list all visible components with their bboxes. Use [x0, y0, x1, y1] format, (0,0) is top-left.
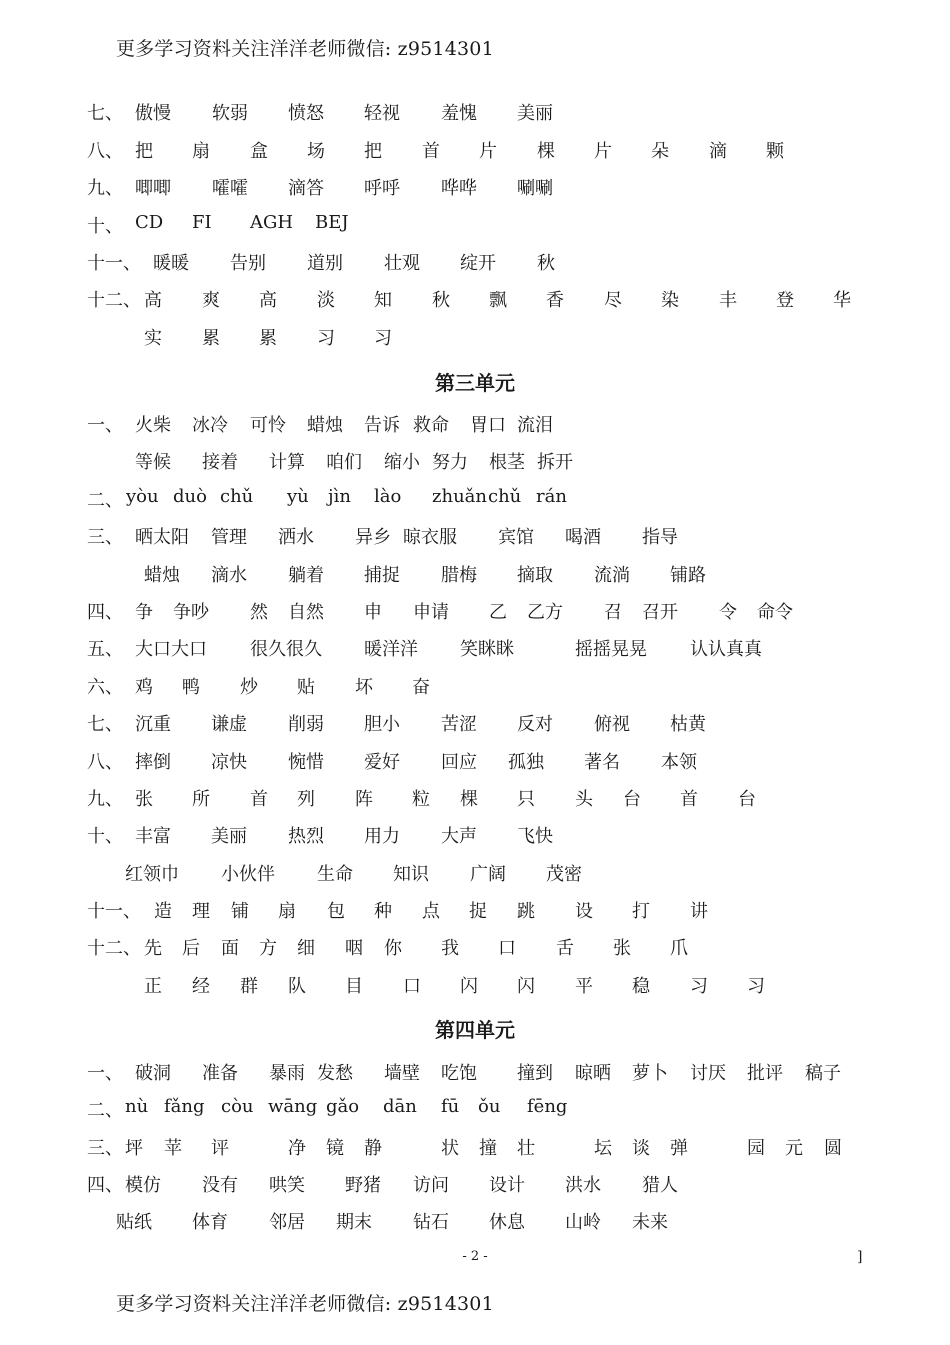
item-number: 七、 [87, 714, 123, 735]
answer-word: 告别 [230, 253, 266, 274]
answer-word: còu [221, 1096, 254, 1117]
answer-word: 呼呼 [364, 178, 400, 199]
answer-word: 累 [259, 328, 277, 349]
answer-word: 愤怒 [288, 103, 324, 124]
answer-word: 著名 [584, 752, 620, 773]
answer-word: 努力 [432, 452, 468, 473]
answer-word: 回应 [441, 752, 477, 773]
answer-word: 召 [604, 602, 622, 623]
answer-word: 哗哗 [441, 178, 477, 199]
answer-word: 鸡 [135, 677, 153, 698]
answer-word: 闪 [517, 976, 535, 997]
answer-word: 只 [517, 789, 535, 810]
answer-word: 申 [364, 602, 382, 623]
item-number: 三、 [87, 527, 123, 548]
answer-word: 高 [144, 290, 162, 311]
answer-word: wāng [268, 1096, 318, 1117]
answer-word: 小伙伴 [221, 864, 275, 885]
answer-word: yù [287, 486, 309, 507]
answer-word: 口 [498, 938, 516, 959]
item-number: 九、 [87, 789, 123, 810]
answer-word: 访问 [413, 1175, 449, 1196]
answer-word: 咽 [345, 938, 363, 959]
answer-word: 躺着 [288, 565, 324, 586]
answer-word: 讨厌 [690, 1063, 726, 1084]
answer-word: 大口大口 [135, 639, 207, 660]
answer-word: 我 [441, 938, 459, 959]
answer-word: 壮 [517, 1138, 535, 1159]
answer-word: 讲 [690, 901, 708, 922]
corner-mark: ] [857, 1249, 863, 1265]
answer-word: 枯黄 [670, 714, 706, 735]
answer-word: 钻石 [413, 1212, 449, 1233]
answer-word: 召开 [642, 602, 678, 623]
answer-word: 唰唰 [517, 178, 553, 199]
answer-word: chǔ [220, 486, 254, 507]
answer-word: 暖洋洋 [364, 639, 418, 660]
item-number: 二、 [87, 490, 123, 511]
answer-word: 火柴 [135, 415, 171, 436]
answer-word: 计算 [269, 452, 305, 473]
answer-word: 暖暖 [153, 253, 189, 274]
answer-word: nù [125, 1096, 149, 1117]
answer-word: 洪水 [565, 1175, 601, 1196]
answer-word: 跳 [517, 901, 535, 922]
answer-word: 目 [345, 976, 363, 997]
answer-word: 累 [202, 328, 220, 349]
answer-word: 队 [288, 976, 306, 997]
answer-word: 所 [192, 789, 210, 810]
answer-word: fēng [527, 1096, 568, 1117]
answer-word: 铺路 [670, 565, 706, 586]
answer-word: 正 [144, 976, 162, 997]
answer-word: FI [192, 212, 212, 233]
answer-word: 棵 [460, 789, 478, 810]
answer-word: 滴 [709, 141, 727, 162]
answer-word: 腊梅 [441, 565, 477, 586]
answer-word: 流泪 [517, 415, 553, 436]
answer-word: 阵 [355, 789, 373, 810]
item-number: 二、 [87, 1100, 123, 1121]
answer-word: 指导 [642, 527, 678, 548]
answer-word: 根茎 [489, 452, 525, 473]
answer-word: 咱们 [326, 452, 362, 473]
answer-word: 淡 [317, 290, 335, 311]
answer-word: 流淌 [594, 565, 630, 586]
answer-word: 炒 [240, 677, 258, 698]
item-number: 一、 [87, 415, 123, 436]
answer-word: 舌 [556, 938, 574, 959]
answer-word: 造 [154, 901, 172, 922]
answer-word: 蜡烛 [307, 415, 343, 436]
answer-word: 准备 [202, 1063, 238, 1084]
answer-word: 管理 [211, 527, 247, 548]
answer-word: 贴纸 [116, 1212, 152, 1233]
answer-word: 方 [259, 938, 277, 959]
item-number: 十一、 [87, 901, 141, 922]
answer-word: 台 [738, 789, 756, 810]
answer-word: 经 [192, 976, 210, 997]
answer-word: 静 [364, 1138, 382, 1159]
item-number: 十、 [87, 216, 123, 237]
answer-word: 争 [135, 602, 153, 623]
item-number: 十二、 [87, 290, 141, 311]
answer-word: 习 [317, 328, 335, 349]
answer-word: 救命 [413, 415, 449, 436]
answer-word: 口 [403, 976, 421, 997]
answer-word: 首 [422, 141, 440, 162]
answer-word: 扇 [192, 141, 210, 162]
answer-word: 削弱 [288, 714, 324, 735]
answer-word: 头 [575, 789, 593, 810]
section-title-unit-3: 第三单元 [435, 371, 515, 395]
answer-word: ǒu [478, 1096, 501, 1117]
answer-word: 嚯嚯 [212, 178, 248, 199]
answer-word: 美丽 [517, 103, 553, 124]
answer-word: 冰冷 [192, 415, 228, 436]
answer-word: 秋 [432, 290, 450, 311]
answer-word: 弹 [670, 1138, 688, 1159]
answer-word: 很久很久 [250, 639, 322, 660]
answer-word: 包 [327, 901, 345, 922]
answer-word: 鸭 [182, 677, 200, 698]
answer-word: 接着 [202, 452, 238, 473]
answer-word: duò [173, 486, 207, 507]
answer-word: 摔倒 [135, 752, 171, 773]
answer-word: 唧唧 [135, 178, 171, 199]
answer-word: 香 [546, 290, 564, 311]
answer-word: 尽 [604, 290, 622, 311]
answer-word: 后 [182, 938, 200, 959]
answer-word: 状 [441, 1138, 459, 1159]
answer-word: 猎人 [642, 1175, 678, 1196]
answer-word: 平 [575, 976, 593, 997]
answer-word: 异乡 [355, 527, 391, 548]
answer-word: 种 [374, 901, 392, 922]
answer-word: 墙壁 [384, 1063, 420, 1084]
answer-word: 可怜 [250, 415, 286, 436]
answer-word: 高 [259, 290, 277, 311]
answer-word: 圆 [824, 1138, 842, 1159]
answer-word: 红领巾 [125, 864, 179, 885]
answer-word: 染 [661, 290, 679, 311]
answer-word: 暴雨 [269, 1063, 305, 1084]
answer-word: 棵 [537, 141, 555, 162]
answer-word: 批评 [747, 1063, 783, 1084]
item-number: 八、 [87, 141, 123, 162]
item-number: 六、 [87, 677, 123, 698]
answer-word: 撞 [479, 1138, 497, 1159]
answer-word: 令 [719, 602, 737, 623]
answer-word: 习 [374, 328, 392, 349]
answer-word: 片 [479, 141, 497, 162]
answer-word: 坛 [594, 1138, 612, 1159]
answer-word: dān [383, 1096, 417, 1117]
answer-word: 惋惜 [288, 752, 324, 773]
answer-word: 休息 [489, 1212, 525, 1233]
item-number: 三、 [87, 1138, 123, 1159]
answer-word: 申请 [413, 602, 449, 623]
answer-word: 孤独 [508, 752, 544, 773]
answer-word: 爽 [202, 290, 220, 311]
answer-word: 广阔 [470, 864, 506, 885]
answer-word: fǎng [164, 1096, 205, 1117]
item-number: 五、 [87, 639, 123, 660]
answer-word: fū [441, 1096, 460, 1117]
answer-word: 扇 [278, 901, 296, 922]
answer-word: 乙方 [527, 602, 563, 623]
answer-word: 知识 [393, 864, 429, 885]
answer-word: 哄笑 [269, 1175, 305, 1196]
answer-word: 滴答 [288, 178, 324, 199]
item-number: 十一、 [87, 253, 141, 274]
answer-word: yòu [126, 486, 159, 507]
answer-word: 细 [297, 938, 315, 959]
answer-word: 列 [297, 789, 315, 810]
answer-word: 胆小 [364, 714, 400, 735]
answer-word: 面 [221, 938, 239, 959]
footer-note: 更多学习资料关注洋洋老师微信: z9514301 [116, 1293, 494, 1315]
answer-word: 滴水 [211, 565, 247, 586]
answer-word: 点 [422, 901, 440, 922]
answer-word: 朵 [651, 141, 669, 162]
answer-word: 沉重 [135, 714, 171, 735]
answer-word: 道别 [307, 253, 343, 274]
answer-word: 争吵 [173, 602, 209, 623]
answer-word: 捉 [469, 901, 487, 922]
answer-word: 摘取 [517, 565, 553, 586]
answer-word: chǔ [488, 486, 522, 507]
answer-word: 粒 [412, 789, 430, 810]
answer-word: 然 [250, 602, 268, 623]
answer-word: 绽开 [460, 253, 496, 274]
answer-word: 野猪 [345, 1175, 381, 1196]
answer-word: 吃饱 [441, 1063, 477, 1084]
answer-word: 设计 [489, 1175, 525, 1196]
answer-word: 命令 [757, 602, 793, 623]
answer-word: 用力 [364, 826, 400, 847]
answer-word: 习 [690, 976, 708, 997]
answer-word: 稿子 [805, 1063, 841, 1084]
header-note: 更多学习资料关注洋洋老师微信: z9514301 [116, 38, 494, 60]
answer-word: 飞快 [517, 826, 553, 847]
item-number: 十二、 [87, 938, 141, 959]
item-number: 四、 [87, 1175, 123, 1196]
answer-word: 秋 [537, 253, 555, 274]
answer-word: 飘 [489, 290, 507, 311]
answer-word: 模仿 [125, 1175, 161, 1196]
answer-word: 热烈 [288, 826, 324, 847]
answer-word: 晾晒 [575, 1063, 611, 1084]
item-number: 四、 [87, 602, 123, 623]
answer-word: 未来 [632, 1212, 668, 1233]
answer-word: 张 [135, 789, 153, 810]
answer-word: 轻视 [364, 103, 400, 124]
answer-word: 丰 [719, 290, 737, 311]
answer-word: 闪 [460, 976, 478, 997]
answer-word: 理 [192, 901, 210, 922]
answer-word: 蜡烛 [144, 565, 180, 586]
item-number: 十、 [87, 826, 123, 847]
answer-word: 撞到 [517, 1063, 553, 1084]
answer-word: 张 [613, 938, 631, 959]
page-number: - 2 - [462, 1249, 488, 1264]
answer-word: 晾衣服 [403, 527, 457, 548]
answer-word: 实 [144, 328, 162, 349]
answer-word: 胃口 [470, 415, 506, 436]
answer-word: 习 [747, 976, 765, 997]
answer-word: 软弱 [212, 103, 248, 124]
answer-word: AGH [250, 212, 294, 233]
answer-word: 元 [785, 1138, 803, 1159]
answer-word: 壮观 [384, 253, 420, 274]
answer-word: 宾馆 [498, 527, 534, 548]
answer-word: 摇摇晃晃 [575, 639, 647, 660]
answer-word: 喝酒 [565, 527, 601, 548]
answer-word: 没有 [202, 1175, 238, 1196]
answer-word: 山岭 [565, 1212, 601, 1233]
item-number: 一、 [87, 1063, 123, 1084]
answer-word: 片 [594, 141, 612, 162]
item-number: 九、 [87, 178, 123, 199]
answer-word: 谦虚 [211, 714, 247, 735]
answer-word: 首 [680, 789, 698, 810]
answer-word: 稳 [632, 976, 650, 997]
answer-word: 晒太阳 [135, 527, 189, 548]
answer-word: 笑眯眯 [460, 639, 514, 660]
answer-word: 丰富 [135, 826, 171, 847]
item-number: 八、 [87, 752, 123, 773]
answer-word: 镜 [326, 1138, 344, 1159]
answer-word: 设 [575, 901, 593, 922]
answer-word: 洒水 [278, 527, 314, 548]
answer-word: 本领 [661, 752, 697, 773]
item-number: 七、 [87, 103, 123, 124]
answer-word: 首 [250, 789, 268, 810]
answer-word: gǎo [326, 1096, 360, 1117]
answer-word: CD [135, 212, 164, 233]
answer-word: 爱好 [364, 752, 400, 773]
answer-word: jìn [328, 486, 351, 507]
answer-word: rán [536, 486, 567, 507]
answer-word: 凉快 [211, 752, 247, 773]
answer-word: 铺 [231, 901, 249, 922]
answer-word: 期末 [336, 1212, 372, 1233]
answer-word: 邻居 [269, 1212, 305, 1233]
answer-word: 净 [288, 1138, 306, 1159]
answer-word: 坪 [125, 1138, 143, 1159]
answer-word: 生命 [317, 864, 353, 885]
answer-word: 场 [307, 141, 325, 162]
answer-word: 俯视 [594, 714, 630, 735]
answer-word: lào [374, 486, 402, 507]
answer-word: 奋 [412, 677, 430, 698]
answer-word: 谈 [632, 1138, 650, 1159]
answer-word: 坏 [355, 677, 373, 698]
answer-word: 你 [384, 938, 402, 959]
answer-word: 评 [211, 1138, 229, 1159]
answer-word: 爪 [670, 938, 688, 959]
answer-word: 认认真真 [690, 639, 762, 660]
answer-word: 捕捉 [364, 565, 400, 586]
answer-word: 萝卜 [632, 1063, 668, 1084]
answer-word: 华 [833, 290, 851, 311]
answer-word: 贴 [297, 677, 315, 698]
answer-word: 茂密 [546, 864, 582, 885]
answer-word: 盒 [250, 141, 268, 162]
answer-word: 等候 [135, 452, 171, 473]
answer-word: 破洞 [135, 1063, 171, 1084]
answer-word: 苦涩 [441, 714, 477, 735]
answer-word: 美丽 [211, 826, 247, 847]
answer-word: 缩小 [384, 452, 420, 473]
answer-word: 打 [632, 901, 650, 922]
answer-word: 知 [374, 290, 392, 311]
answer-word: 傲慢 [135, 103, 171, 124]
answer-word: 把 [364, 141, 382, 162]
answer-word: 苹 [164, 1138, 182, 1159]
answer-word: 自然 [288, 602, 324, 623]
answer-word: 群 [240, 976, 258, 997]
answer-word: 体育 [192, 1212, 228, 1233]
answer-word: 台 [623, 789, 641, 810]
answer-word: 大声 [441, 826, 477, 847]
answer-word: zhuǎn [432, 486, 487, 507]
answer-word: 羞愧 [441, 103, 477, 124]
answer-word: 把 [135, 141, 153, 162]
answer-word: 园 [747, 1138, 765, 1159]
answer-word: 颗 [766, 141, 784, 162]
answer-word: 拆开 [537, 452, 573, 473]
answer-word: 告诉 [364, 415, 400, 436]
answer-word: 先 [144, 938, 162, 959]
answer-word: 发愁 [317, 1063, 353, 1084]
answer-word: 乙 [489, 602, 507, 623]
answer-word: BEJ [315, 212, 349, 233]
answer-word: 登 [776, 290, 794, 311]
answer-word: 反对 [517, 714, 553, 735]
section-title-unit-4: 第四单元 [435, 1018, 515, 1042]
